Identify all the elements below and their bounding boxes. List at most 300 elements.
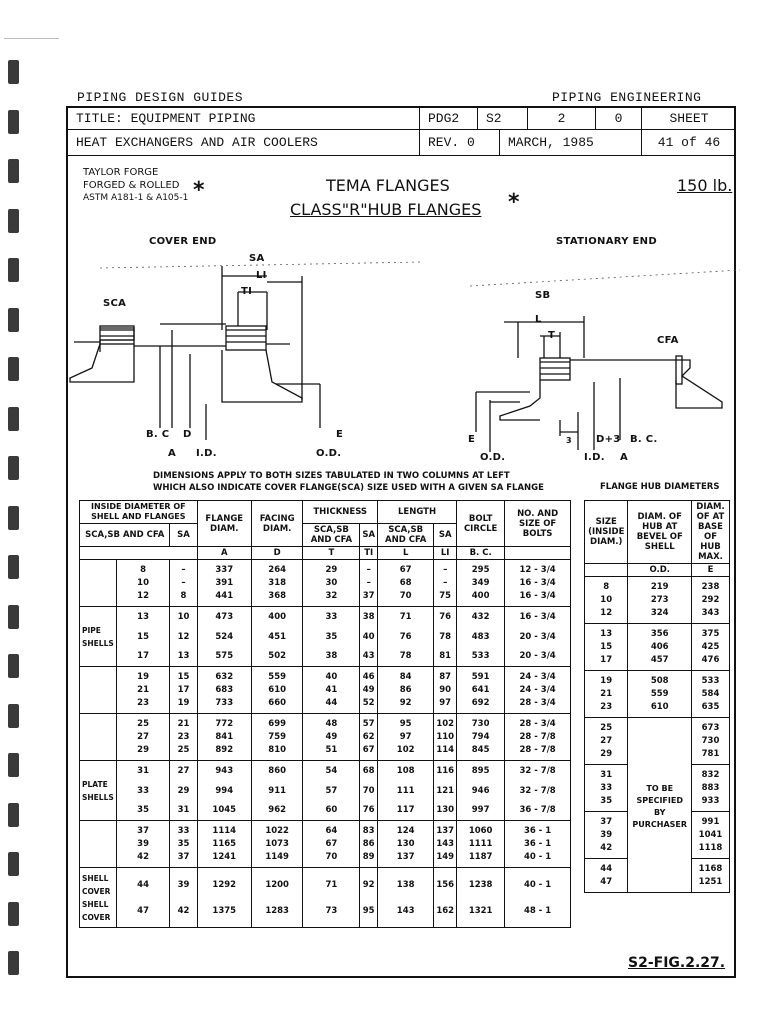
- hub-cell: 610: [628, 701, 692, 718]
- table-cell: 68: [360, 761, 378, 779]
- table-cell: –: [170, 560, 197, 578]
- table-cell: 102: [434, 714, 457, 732]
- table-cell: 400: [251, 607, 303, 625]
- table-cell: 12: [116, 590, 170, 607]
- table-cell: 143: [434, 838, 457, 851]
- table-cell: –: [360, 577, 378, 590]
- table-cell: 36 - 1: [505, 838, 571, 851]
- table-subheader-row: [80, 547, 571, 560]
- hub-cell: 219: [628, 577, 692, 595]
- table-cell: 892: [197, 744, 251, 761]
- hub-tbs-note: TO BE SPECIFIED BY PURCHASER: [628, 718, 692, 893]
- table-cell: 391: [197, 577, 251, 590]
- table-cell: 24 - 3/4: [505, 684, 571, 697]
- th-flange-diam: FLANGE DIAM.: [197, 501, 251, 547]
- table-cell: 1292: [197, 868, 251, 899]
- group-label: [80, 761, 117, 779]
- table-cell: 111: [378, 778, 434, 804]
- table-cell: 1149: [251, 851, 303, 868]
- table-cell: 25: [116, 714, 170, 732]
- hub-cell: 273: [628, 594, 692, 607]
- table-cell: 67: [303, 838, 360, 851]
- table-cell: 32 - 7/8: [505, 761, 571, 779]
- table-cell: 102: [378, 744, 434, 761]
- hub-th-base: DIAM. OF AT BASE OF HUB MAX.: [692, 501, 730, 564]
- table-cell: 841: [197, 731, 251, 744]
- table-cell: 16 - 3/4: [505, 577, 571, 590]
- table-cell: 772: [197, 714, 251, 732]
- hub-row: [585, 577, 730, 595]
- th-sub-ti: TI: [360, 547, 378, 560]
- table-cell: 44: [303, 697, 360, 714]
- table-cell: 432: [457, 607, 505, 625]
- table-cell: 1283: [251, 898, 303, 928]
- hub-header-row: [585, 501, 730, 564]
- th-bolt-circle: BOLT CIRCLE: [457, 501, 505, 547]
- section-text: S2: [486, 111, 502, 126]
- table-cell: 92: [378, 697, 434, 714]
- table-cell: 1111: [457, 838, 505, 851]
- table-cell: 502: [251, 650, 303, 667]
- hub-cell: 23: [585, 701, 628, 718]
- label-od2: O.D.: [480, 452, 506, 463]
- table-row: [80, 650, 571, 667]
- table-cell: 28 - 7/8: [505, 744, 571, 761]
- table-cell: 38: [303, 650, 360, 667]
- table-cell: –: [434, 577, 457, 590]
- label-e2: E: [468, 434, 476, 445]
- table-cell: –: [434, 560, 457, 578]
- table-cell: 794: [457, 731, 505, 744]
- label-d3: D+3: [596, 434, 621, 445]
- label-bc: B. C: [146, 429, 170, 440]
- table-cell: 41: [303, 684, 360, 697]
- group-label: [80, 714, 117, 732]
- hub-row: [585, 624, 730, 642]
- table-cell: 143: [378, 898, 434, 928]
- table-cell: 89: [360, 851, 378, 868]
- table-cell: 162: [434, 898, 457, 928]
- table-cell: 29: [303, 560, 360, 578]
- table-cell: 1114: [197, 821, 251, 839]
- table-cell: 60: [303, 804, 360, 821]
- table-cell: 39: [170, 868, 197, 899]
- table-cell: 1238: [457, 868, 505, 899]
- label-sa: SA: [249, 253, 265, 264]
- table-cell: 33: [170, 821, 197, 839]
- hub-cell: 324: [628, 607, 692, 624]
- label-cfa: CFA: [657, 335, 679, 346]
- label-stationary-end: STATIONARY END: [556, 236, 657, 247]
- table-cell: 36 - 1: [505, 821, 571, 839]
- th-sub-li: LI: [434, 547, 457, 560]
- hub-cell: 21: [585, 688, 628, 701]
- group-label: SHELL COVER: [80, 898, 117, 928]
- group-label: [80, 804, 117, 821]
- table-row: [80, 838, 571, 851]
- table-row: [80, 667, 571, 685]
- rating: 150 lb.: [677, 176, 733, 195]
- table-cell: 37: [360, 590, 378, 607]
- table-cell: 759: [251, 731, 303, 744]
- table-cell: 71: [378, 607, 434, 625]
- title-text: TITLE: EQUIPMENT PIPING: [76, 111, 256, 126]
- table-cell: 19: [116, 667, 170, 685]
- hub-row: [585, 701, 730, 718]
- hub-th-od: O.D.: [628, 564, 692, 577]
- table-cell: 441: [197, 590, 251, 607]
- table-cell: 33: [116, 778, 170, 804]
- table-cell: 48 - 1: [505, 898, 571, 928]
- group-label: [80, 851, 117, 868]
- th-sa-t: SA: [360, 524, 378, 547]
- table-row: [80, 684, 571, 697]
- table-cell: 19: [170, 697, 197, 714]
- table-row: [80, 607, 571, 625]
- table-cell: 47: [116, 898, 170, 928]
- table-cell: 86: [378, 684, 434, 697]
- table-cell: 16 - 3/4: [505, 607, 571, 625]
- table-cell: 660: [251, 697, 303, 714]
- hub-cell: 44: [585, 859, 628, 877]
- rev-text: REV. 0: [428, 135, 475, 150]
- table-cell: 130: [378, 838, 434, 851]
- table-cell: 20 - 3/4: [505, 650, 571, 667]
- table-cell: 10: [116, 577, 170, 590]
- hub-cell: 25: [585, 718, 628, 736]
- th-bolts: NO. AND SIZE OF BOLTS: [505, 501, 571, 547]
- header-right: PIPING ENGINEERING: [552, 90, 702, 105]
- date-text: MARCH, 1985: [508, 135, 594, 150]
- table-cell: 692: [457, 697, 505, 714]
- table-cell: 84: [378, 667, 434, 685]
- table-cell: 318: [251, 577, 303, 590]
- table-cell: 31: [116, 761, 170, 779]
- hub-cell: 425: [692, 641, 730, 654]
- hub-table-body: [585, 577, 730, 893]
- table-cell: 16 - 3/4: [505, 590, 571, 607]
- table-cell: 68: [378, 577, 434, 590]
- table-cell: 8: [170, 590, 197, 607]
- hub-cell: 238: [692, 577, 730, 595]
- table-cell: 524: [197, 624, 251, 650]
- table-cell: 27: [116, 731, 170, 744]
- table-cell: 81: [434, 650, 457, 667]
- hub-cell: 1251: [692, 876, 730, 893]
- table-row: [80, 577, 571, 590]
- table-cell: 997: [457, 804, 505, 821]
- subtitle-text: HEAT EXCHANGERS AND AIR COOLERS: [76, 135, 318, 150]
- note-line2: WHICH ALSO INDICATE COVER FLANGE(SCA) SIZE USED WITH A GIVEN SA FLANGE: [153, 483, 544, 493]
- th-scasb-cfa-t: SCA,SB AND CFA: [303, 524, 360, 547]
- table-cell: 28 - 3/4: [505, 714, 571, 732]
- code-text: PDG2: [428, 111, 460, 126]
- th-sa: SA: [170, 524, 197, 547]
- table-cell: –: [170, 577, 197, 590]
- table-cell: 43: [360, 650, 378, 667]
- hub-cell: 27: [585, 735, 628, 748]
- table-cell: 46: [360, 667, 378, 685]
- table-cell: 591: [457, 667, 505, 685]
- table-cell: 575: [197, 650, 251, 667]
- hub-row: [585, 718, 730, 736]
- table-cell: 943: [197, 761, 251, 779]
- table-cell: 156: [434, 868, 457, 899]
- table-cell: 87: [434, 667, 457, 685]
- maker-line1: TAYLOR FORGE: [83, 167, 159, 178]
- table-cell: 1073: [251, 838, 303, 851]
- hub-subheader-row: [585, 564, 730, 577]
- table-row: [80, 590, 571, 607]
- table-cell: 73: [303, 898, 360, 928]
- heading-line1: TEMA FLANGES: [326, 176, 450, 195]
- th-scasb: SCA,SB AND CFA: [80, 524, 170, 547]
- hub-cell: 47: [585, 876, 628, 893]
- table-cell: 473: [197, 607, 251, 625]
- table-cell: 1200: [251, 868, 303, 899]
- table-cell: 76: [378, 624, 434, 650]
- th-thickness: THICKNESS: [303, 501, 378, 524]
- table-cell: 42: [170, 898, 197, 928]
- hub-cell: 730: [692, 735, 730, 748]
- group-label: [80, 667, 117, 685]
- table-cell: 37: [170, 851, 197, 868]
- c2-text: 0: [614, 111, 623, 126]
- table-cell: 12: [170, 624, 197, 650]
- group-label: [80, 650, 117, 667]
- label-l: L: [535, 314, 542, 325]
- table-cell: 911: [251, 778, 303, 804]
- table-cell: 21: [116, 684, 170, 697]
- table-cell: 25: [170, 744, 197, 761]
- table-cell: 149: [434, 851, 457, 868]
- table-cell: 83: [360, 821, 378, 839]
- table-cell: 62: [360, 731, 378, 744]
- table-cell: 110: [434, 731, 457, 744]
- table-cell: 57: [360, 714, 378, 732]
- hub-cell: 42: [585, 842, 628, 859]
- table-cell: 368: [251, 590, 303, 607]
- table-cell: 76: [360, 804, 378, 821]
- hub-row: [585, 607, 730, 624]
- table-cell: 92: [360, 868, 378, 899]
- table-cell: 42: [116, 851, 170, 868]
- group-label: [80, 577, 117, 590]
- table-cell: 559: [251, 667, 303, 685]
- hub-title: FLANGE HUB DIAMETERS: [600, 482, 720, 492]
- note-line1: DIMENSIONS APPLY TO BOTH SIZES TABULATED IN TWO COLUMNS AT LEFT: [153, 471, 510, 481]
- table-cell: 483: [457, 624, 505, 650]
- th-inside-diam: INSIDE DIAMETER OF SHELL AND FLANGES: [80, 501, 198, 524]
- table-row: [80, 804, 571, 821]
- table-cell: 67: [378, 560, 434, 578]
- table-cell: 23: [116, 697, 170, 714]
- table-cell: 35: [303, 624, 360, 650]
- table-cell: 337: [197, 560, 251, 578]
- table-cell: 49: [303, 731, 360, 744]
- th-sub-l: L: [378, 547, 434, 560]
- table-cell: 37: [116, 821, 170, 839]
- hub-cell: 31: [585, 765, 628, 783]
- hub-cell: 1118: [692, 842, 730, 859]
- table-cell: 54: [303, 761, 360, 779]
- table-cell: 27: [170, 761, 197, 779]
- hub-cell: 29: [585, 748, 628, 765]
- table-row: [80, 714, 571, 732]
- group-label: [80, 731, 117, 744]
- maker-line3: ASTM A181-1 & A105-1: [83, 193, 189, 203]
- label-bc2: B. C.: [630, 434, 658, 445]
- label-a: A: [168, 448, 177, 459]
- hub-cell: 375: [692, 624, 730, 642]
- table-row: [80, 851, 571, 868]
- hub-cell: 17: [585, 654, 628, 671]
- hub-cell: 476: [692, 654, 730, 671]
- table-cell: 124: [378, 821, 434, 839]
- group-label: SHELL COVER: [80, 868, 117, 899]
- table-cell: 121: [434, 778, 457, 804]
- label-cover-end: COVER END: [149, 236, 217, 247]
- th-sub-t: T: [303, 547, 360, 560]
- table-cell: 95: [378, 714, 434, 732]
- hub-cell: 343: [692, 607, 730, 624]
- group-label: [80, 590, 117, 607]
- hub-cell: 292: [692, 594, 730, 607]
- table-cell: 1045: [197, 804, 251, 821]
- table-row: [80, 624, 571, 650]
- table-cell: 733: [197, 697, 251, 714]
- group-label: [80, 838, 117, 851]
- hub-row: [585, 671, 730, 689]
- th-sa-l: SA: [434, 524, 457, 547]
- dimension-note: [153, 470, 544, 494]
- table-cell: 70: [360, 778, 378, 804]
- group-label: PLATE SHELLS: [80, 778, 117, 804]
- label-sb: SB: [535, 290, 551, 301]
- table-cell: 28 - 7/8: [505, 731, 571, 744]
- table-cell: 64: [303, 821, 360, 839]
- hub-cell: 8: [585, 577, 628, 595]
- hub-cell: 39: [585, 829, 628, 842]
- table-cell: 29: [116, 744, 170, 761]
- table-row: [80, 761, 571, 779]
- table-cell: 699: [251, 714, 303, 732]
- hub-cell: 406: [628, 641, 692, 654]
- label-t: T: [548, 330, 556, 341]
- table-cell: 28 - 3/4: [505, 697, 571, 714]
- hub-cell: 37: [585, 812, 628, 830]
- table-cell: 117: [378, 804, 434, 821]
- table-cell: 90: [434, 684, 457, 697]
- hub-cell: 35: [585, 795, 628, 812]
- table-cell: 23: [170, 731, 197, 744]
- label-a2: A: [620, 452, 629, 463]
- table-cell: 1060: [457, 821, 505, 839]
- hub-cell: 457: [628, 654, 692, 671]
- table-cell: 35: [170, 838, 197, 851]
- label-sca: SCA: [103, 298, 127, 309]
- table-cell: 35: [116, 804, 170, 821]
- group-label: [80, 697, 117, 714]
- table-cell: 57: [303, 778, 360, 804]
- hub-th-bevel: DIAM. OF HUB AT BEVEL OF SHELL: [628, 501, 692, 564]
- table-cell: 114: [434, 744, 457, 761]
- heading-line2: CLASS"R"HUB FLANGES: [290, 200, 482, 219]
- table-cell: 1022: [251, 821, 303, 839]
- table-cell: 32 - 7/8: [505, 778, 571, 804]
- table-cell: 40: [303, 667, 360, 685]
- table-cell: 1375: [197, 898, 251, 928]
- header-left: PIPING DESIGN GUIDES: [77, 90, 244, 105]
- table-cell: 15: [170, 667, 197, 685]
- table-cell: 33: [303, 607, 360, 625]
- table-row: [80, 821, 571, 839]
- table-cell: 52: [360, 697, 378, 714]
- table-cell: 40 - 1: [505, 851, 571, 868]
- table-cell: 264: [251, 560, 303, 578]
- hub-cell: 883: [692, 782, 730, 795]
- table-cell: 38: [360, 607, 378, 625]
- hub-row: [585, 641, 730, 654]
- table-cell: 683: [197, 684, 251, 697]
- hub-cell: 533: [692, 671, 730, 689]
- th-length: LENGTH: [378, 501, 457, 524]
- th-facing-diam: FACING DIAM.: [251, 501, 303, 547]
- hub-cell: 673: [692, 718, 730, 736]
- table-cell: 97: [378, 731, 434, 744]
- table-header-row: [80, 501, 571, 524]
- table-cell: 36 - 7/8: [505, 804, 571, 821]
- table-cell: 533: [457, 650, 505, 667]
- table-cell: 31: [170, 804, 197, 821]
- table-cell: 17: [116, 650, 170, 667]
- table-row: [80, 898, 571, 928]
- group-label: [80, 744, 117, 761]
- table-cell: 78: [434, 624, 457, 650]
- label-d: D: [183, 429, 192, 440]
- hub-diameters-table: [584, 500, 730, 893]
- hub-cell: 1041: [692, 829, 730, 842]
- hub-cell: 635: [692, 701, 730, 718]
- table-cell: 1187: [457, 851, 505, 868]
- table-cell: 895: [457, 761, 505, 779]
- table-cell: 137: [434, 821, 457, 839]
- hub-th-e: E: [692, 564, 730, 577]
- th-blank: [80, 547, 198, 560]
- dimensions-table: [79, 500, 571, 928]
- table-cell: 13: [116, 607, 170, 625]
- hub-cell: 559: [628, 688, 692, 701]
- hub-row: [585, 594, 730, 607]
- table-cell: 116: [434, 761, 457, 779]
- table-cell: 86: [360, 838, 378, 851]
- heading-star: *: [508, 190, 520, 215]
- hub-cell: 356: [628, 624, 692, 642]
- table-cell: 810: [251, 744, 303, 761]
- table-cell: 51: [303, 744, 360, 761]
- table-cell: 108: [378, 761, 434, 779]
- table-cell: 70: [303, 851, 360, 868]
- th-blank2: [505, 547, 571, 560]
- table-cell: 1241: [197, 851, 251, 868]
- table-cell: 138: [378, 868, 434, 899]
- table-cell: 8: [116, 560, 170, 578]
- table-cell: 97: [434, 697, 457, 714]
- hub-th-blank: [585, 564, 628, 577]
- hub-cell: 15: [585, 641, 628, 654]
- table-cell: 32: [303, 590, 360, 607]
- label-od: O.D.: [316, 448, 342, 459]
